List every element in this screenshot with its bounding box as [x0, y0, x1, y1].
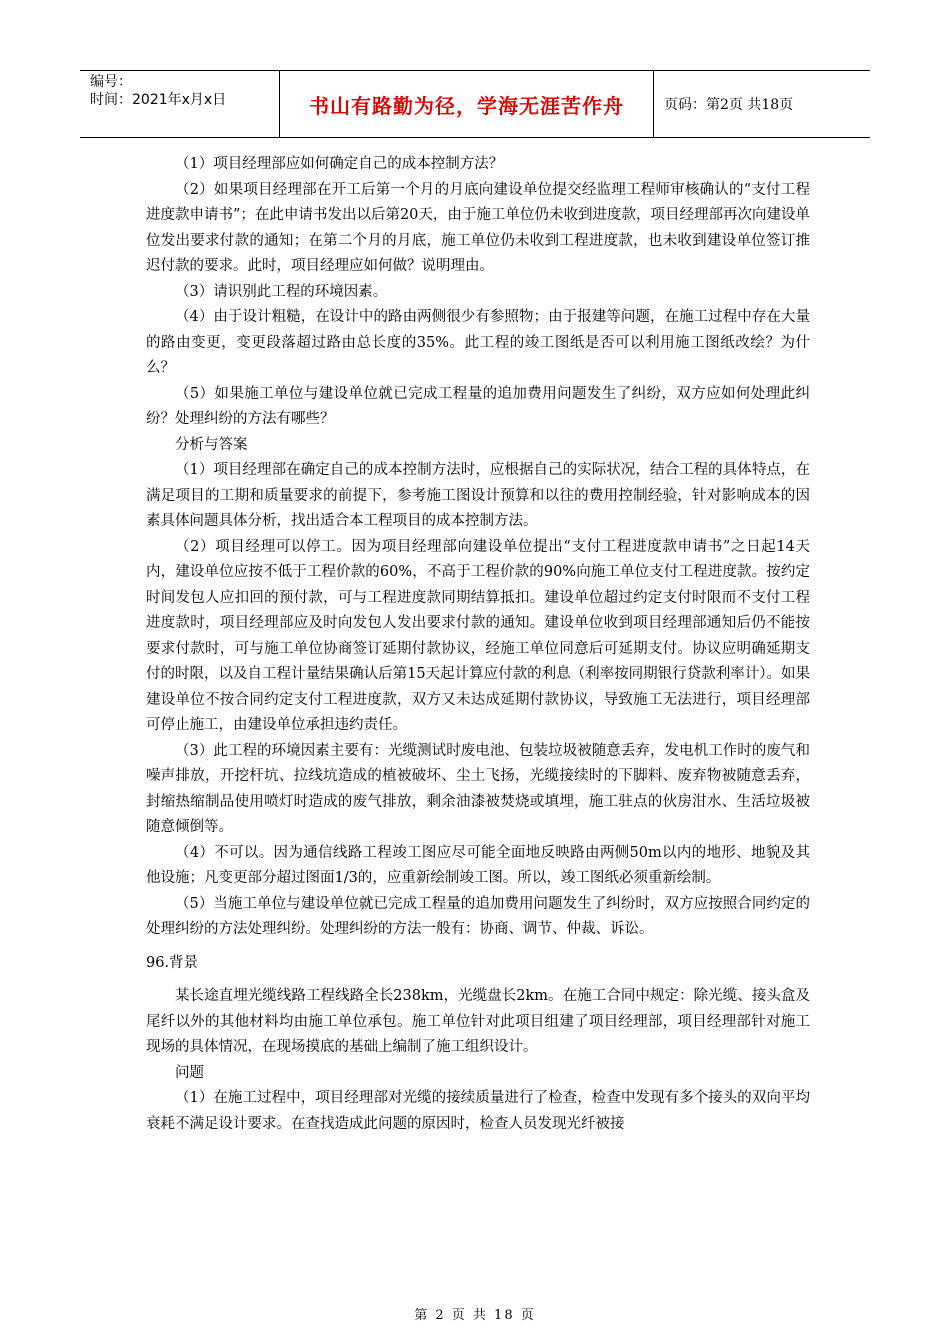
question-1: （1）项目经理部应如何确定自己的成本控制方法？ — [175, 156, 504, 172]
section-96-background: 某长途直埋光缆线路工程线路全长238km，光缆盘长2km。在施工合同中规定：除光缆、接头盒及尾纤以外的其他材料均由施工单位承包。施工单位针对此项目组建了项目经理部，项目经理部针对施工现场的具体情况，在现场摸底的基础上编制了施工组织设计。 — [146, 988, 810, 1055]
page-header — [80, 70, 870, 138]
question-5: （5）如果施工单位与建设单位就已完成工程量的追加费用问题发生了纠纷，双方应如何处理此纠纷？处理纠纷的方法有哪些？ — [146, 385, 810, 427]
section-96-heading: 96.背景 — [146, 954, 199, 971]
document-date: 时间：2021年x月x日 — [90, 92, 227, 108]
problem-1: （1）在施工过程中，项目经理部对光缆的接续质量进行了检查，检查中发现有多个接头的双向平均衰耗不满足设计要求。在查找造成此问题的原因时，检查人员发现光纤被接 — [146, 1090, 810, 1132]
question-4: （4）由于设计粗糙，在设计中的路由两侧很少有参照物；由于报建等问题，在施工过程中存在大量的路由变更，变更段落超过路由总长度的35%。此工程的竣工图纸是否可以利用施工图纸改绘？为什么？ — [146, 309, 810, 376]
problem-heading: 问题 — [175, 1064, 204, 1081]
document-body — [146, 152, 810, 1137]
answer-1: （1）项目经理部在确定自己的成本控制方法时，应根据自己的实际状况，结合工程的具体特点，在满足项目的工期和质量要求的前提下，参考施工图设计预算和以往的费用控制经验，针对影响成本的因素具体问题具体分析，找出适合本工程项目的成本控制方法。 — [146, 462, 810, 529]
page-footer: 第 2 页 共 18 页 — [414, 1308, 536, 1323]
answer-5: （5）当施工单位与建设单位就已完成工程量的追加费用问题发生了纠纷时，双方应按照合同约定的处理纠纷的方法处理纠纷。处理纠纷的方法一般有：协商、调节、仲裁、诉讼。 — [146, 895, 810, 937]
header-meta — [80, 71, 280, 137]
header-motto: 书山有路勤为径，学海无涯苦作舟 — [280, 71, 654, 137]
answer-2: （2）项目经理可以停工。因为项目经理部向建设单位提出“支付工程进度款申请书”之日起14天内，建设单位应按不低于工程价款的60%，不高于工程价款的90%向施工单位支付工程进度款。按约定时间发包人应扣回的预付款，可与工程进度款同期结算抵扣。建设单位超过约定支付时限而不支付工程进度款时，项目经理部应及时向发包人发出要求付款的通知。建设单位收到项目经理部通知后仍不能按要求付款时，可与施工单位协商签订延期付款协议，经施工单位同意后可延期支付。协议应明确延期支付的时限，以及自工程计量结果确认后第15天起计算应付款的利息（利率按同期银行贷款利率计）。如果建设单位不按合同约定支付工程进度款，双方又未达成延期付款协议，导致施工无法进行，项目经理部可停止施工，由建设单位承担违约责任。 — [146, 538, 810, 733]
question-3: （3）请识别此工程的环境因素。 — [175, 283, 388, 300]
answer-3: （3）此工程的环境因素主要有：光缆测试时废电池、包装垃圾被随意丢弃，发电机工作时的废气和噪声排放，开挖杆坑、拉线坑造成的植被破坏、尘土飞扬，光缆接续时的下脚料、废弃物被随意丢弃，封缩热缩制品使用喷灯时造成的废气排放，剩余油漆被焚烧或填埋，施工驻点的伙房泔水、生活垃圾被随意倾倒等。 — [146, 742, 810, 835]
question-2: （2）如果项目经理部在开工后第一个月的月底向建设单位提交经监理工程师审核确认的“支付工程进度款申请书”；在此申请书发出以后第20天，由于施工单位仍未收到进度款，项目经理部再次向建设单位发出要求付款的通知；在第二个月的月底，施工单位仍未收到工程进度款，也未收到建设单位签订推迟付款的要求。此时，项目经理应如何做？说明理由。 — [146, 181, 810, 274]
analysis-heading: 分析与答案 — [175, 436, 248, 453]
document-number-label: 编号： — [90, 74, 132, 90]
header-page-info: 页码：第2页 共18页 — [664, 97, 794, 113]
answer-4: （4）不可以。因为通信线路工程竣工图应尽可能全面地反映路由两侧50m以内的地形、地貌及其他设施；凡变更部分超过图面1/3的，应重新绘制竣工图。所以，竣工图纸必须重新绘制。 — [146, 844, 810, 886]
